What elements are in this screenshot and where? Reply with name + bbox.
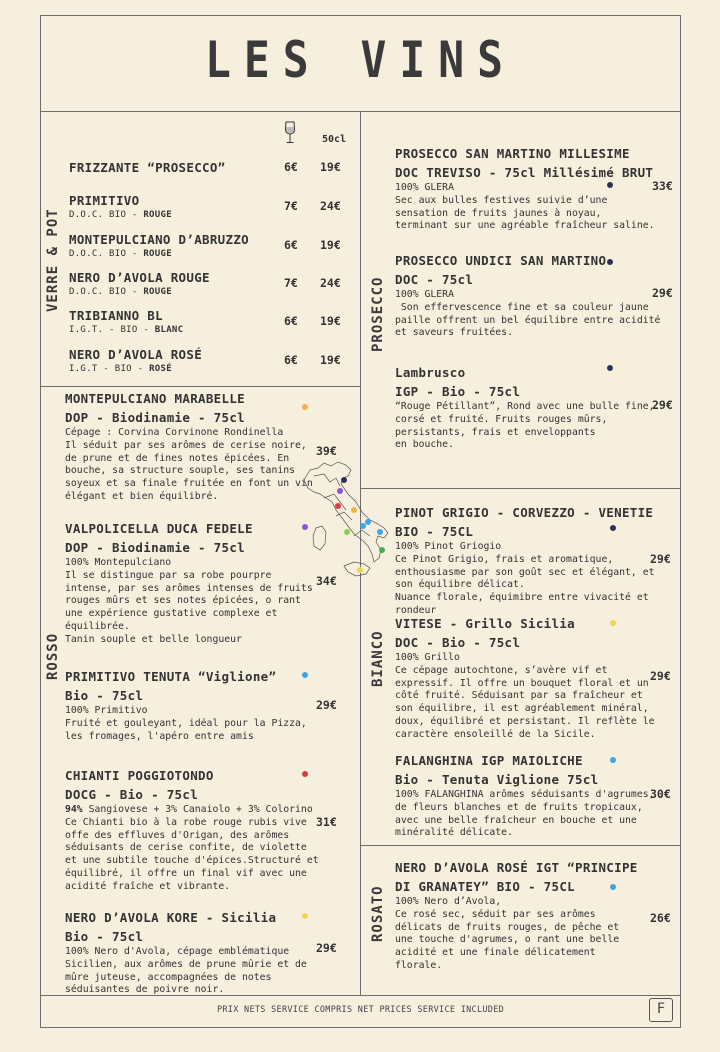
rosso-entry-desc-line: acidité fraîche et vibrante. (65, 880, 231, 892)
verre-item-glass-price: 7€ (284, 276, 298, 290)
rosso-entry-desc-line: Ce Chianti bio à la robe rouge rubis vive (65, 816, 307, 828)
verre-item-sub-a: D.O.C. BIO - (69, 249, 144, 259)
verre-item-pot-price: 24€ (320, 199, 341, 213)
prosecco-entry-region-dot (607, 365, 613, 371)
prosecco-entry-desc-line: paille offrent un bel équilibre entre acidité (395, 314, 661, 326)
section-label-rosso: ROSSO (45, 632, 61, 680)
italy-map-icon (296, 458, 406, 583)
rosso-entry (65, 910, 305, 997)
verre-item (69, 232, 349, 264)
footer-note: PRIX NETS SERVICE COMPRIS NET PRICES SERVICE INCLUDED (216, 1005, 505, 1015)
rosso-entry-subtitle: Bio - 75cl (65, 929, 144, 944)
rosso-entry-desc-line: mûre juteuse, accompagnées de notes (65, 971, 272, 983)
col-50cl-header: 50cl (322, 134, 347, 145)
rosso-entry-desc-line: 94% Sangiovese + 3% Canaiolo + 3% Colorino (65, 804, 313, 815)
rosso-entry-title: VALPOLICELLA DUCA FEDELE (65, 521, 253, 536)
rosato-entry-desc-line: délicats de fruits rouges, de pêche et (395, 921, 620, 933)
verre-item-sub-b: BLANC (154, 325, 184, 335)
prosecco-entry-region-dot (607, 259, 613, 265)
verre-item-pot-price: 19€ (320, 353, 341, 367)
section-label-rosato: ROSATO (370, 885, 386, 942)
bianco-entry (395, 616, 655, 742)
rosso-entry-desc-line: séduisantes de poivre noir. (65, 984, 225, 996)
prosecco-entry-desc-line: 100% GLERA (395, 182, 454, 193)
rosso-entry (65, 768, 319, 894)
prosecco-entry (395, 365, 655, 452)
rosso-entry-desc-line: de prune et de fines notes épicées. En (65, 452, 290, 464)
verre-item-sub (69, 325, 183, 335)
bianco-entry (395, 753, 655, 840)
bianco-entry-desc (395, 789, 655, 840)
bianco-entry (395, 505, 655, 618)
prosecco-entry-desc-line: terminant sur une agréable fraîcheur saline. (395, 220, 655, 232)
rosso-entry-desc-line: 100% Primitivo (65, 705, 148, 716)
rosso-entry (65, 669, 305, 743)
rosso-entry-title: MONTEPULCIANO MARABELLE (65, 391, 245, 406)
rosso-entry-desc-line: Fruité et gouleyant, idéal pour la Pizza, (65, 717, 307, 729)
bianco-entry-desc (395, 652, 655, 742)
verre-item-sub-a: D.O.C. BIO - (69, 210, 144, 220)
prosecco-entry-desc-line: en bouche. (395, 439, 454, 451)
rosato-entry-desc-line: acidité et une finale délicatement (395, 947, 596, 959)
page-title: LES VINS (204, 32, 517, 90)
rosso-entry-desc (65, 804, 319, 894)
verre-item (69, 193, 349, 225)
rosso-entry-desc (65, 557, 313, 647)
rosso-entry-desc-line: rouges mûrs et ses notes épicées, o rant (65, 595, 301, 607)
bianco-entry-subtitle: Bio - Tenuta Viglione 75cl (395, 772, 599, 787)
rosato-entry-price: 26€ (650, 911, 671, 925)
prosecco-entry-desc-line: persistants, frais et enveloppants (395, 426, 596, 438)
prosecco-entry-subtitle: IGP - Bio - 75cl (395, 384, 521, 399)
prosecco-bianco-divider (360, 488, 681, 489)
verre-item-glass-price: 6€ (284, 238, 298, 252)
bianco-rosato-divider (360, 845, 681, 846)
verre-item-sub (69, 249, 172, 259)
rosso-entry-desc-line: une expérience gustative complexe et (65, 608, 278, 620)
prosecco-entry-subtitle: DOC TREVISO - 75cl Millésimé BRUT (395, 165, 654, 180)
verre-item-sub-b: ROUGE (143, 249, 172, 259)
rosso-entry-desc-line: équilibrée. (65, 620, 130, 632)
bianco-entry-desc-line: 100% Pinot Griogio (395, 541, 502, 552)
verre-item-pot-price: 24€ (320, 276, 341, 290)
prosecco-entry-desc-line: Son effervescence fine et sa couleur jaune (395, 301, 649, 313)
prosecco-entry-subtitle: DOC - 75cl (395, 272, 474, 287)
rosso-entry-price: 29€ (316, 698, 337, 712)
rosso-entry-price: 34€ (316, 574, 337, 588)
rosso-entry-subtitle: Bio - 75cl (65, 688, 144, 703)
rosso-entry-desc-line: et une subtile touche d'épices.Structuré et (65, 855, 319, 867)
verre-item-name: PRIMITIVO (69, 193, 140, 208)
verre-item-name: FRIZZANTE “PROSECCO” (69, 160, 226, 175)
prosecco-entry-desc (395, 182, 655, 233)
bianco-entry-title: PINOT GRIGIO - CORVEZZO - VENETIE (395, 505, 654, 520)
verre-item-name: MONTEPULCIANO D’ABRUZZO (69, 232, 249, 247)
verre-item-name: NERO D’AVOLA ROUGE (69, 270, 210, 285)
verre-item-pot-price: 19€ (320, 238, 341, 252)
rosso-entry-subtitle: DOCG - Bio - 75cl (65, 787, 199, 802)
rosso-entry-desc-line: Sicilien, aux arômes de prune mûrie et de (65, 958, 307, 970)
verre-item (69, 347, 349, 379)
bianco-entry-desc-line: expressif. Il offre un bouquet floral et un (395, 677, 649, 689)
bianco-entry-desc-line: 100% FALANGHINA arômes séduisants d'agrumes, (395, 789, 655, 800)
prosecco-entry-desc-line: et saveurs fruitées. (395, 327, 513, 339)
rosso-entry (65, 521, 313, 647)
rosato-entry (395, 860, 650, 973)
rosso-entry-desc (65, 427, 313, 504)
desc-bold: 94% (65, 804, 83, 815)
bianco-entry-desc-line: Nuance florale, équimibre entre vivacité et (395, 592, 649, 604)
bianco-entry-price: 30€ (650, 787, 671, 801)
bianco-entry-desc-line: côté fruité. Séduisant par sa fraîcheur et (395, 690, 643, 702)
prosecco-entry-price: 29€ (652, 286, 673, 300)
rosato-entry-desc-line: 100% Nero d’Avola, (395, 896, 502, 907)
bianco-entry-desc-line: de fleurs blanches et de fruits tropicaux, (395, 801, 643, 813)
bianco-entry-desc (395, 541, 655, 618)
rosso-entry-desc-line: Il se distingue par sa robe pourpre (65, 569, 272, 581)
rosso-entry-subtitle: DOP - Biodinamie - 75cl (65, 540, 245, 555)
section-label-prosecco: PROSECCO (370, 276, 386, 352)
bianco-entry-desc-line: caractère ensoleillé de la Sicile. (395, 728, 596, 740)
verre-item (69, 160, 349, 192)
prosecco-entry (395, 253, 661, 340)
rosso-entry-title: PRIMITIVO TENUTA “Viglione” (65, 669, 277, 684)
prosecco-entry-title: PROSECCO SAN MARTINO MILLESIME (395, 146, 630, 161)
bianco-entry-desc-line: 100% Grillo (395, 652, 460, 663)
verre-item (69, 270, 349, 302)
bianco-entry-price: 29€ (650, 552, 671, 566)
bianco-entry-title: FALANGHINA IGP MAIOLICHE (395, 753, 583, 768)
section-label-verre: VERRE & POT (45, 208, 61, 312)
verre-item-pot-price: 19€ (320, 314, 341, 328)
prosecco-entry-region-dot (607, 182, 613, 188)
verre-item-sub-a: I.G.T - BIO - (69, 364, 150, 374)
rosso-entry-desc-line: bouche, sa structure souple, ses tanins (65, 465, 296, 477)
brand-logo (649, 998, 673, 1022)
rosso-entry-title: CHIANTI POGGIOTONDO (65, 768, 214, 783)
rosso-entry-desc-line: Il séduit par ses arômes de cerise noire, (65, 439, 307, 451)
rosso-entry-title: NERO D’AVOLA KORE - Sicilia (65, 910, 277, 925)
rosso-entry-price: 29€ (316, 941, 337, 955)
wine-glass-icon (283, 121, 297, 145)
rosso-entry-desc-line: équilibré, il offre un final vif avec une (65, 867, 307, 879)
bianco-entry-price: 29€ (650, 669, 671, 683)
bianco-entry-region-dot (610, 525, 616, 531)
bianco-entry-desc-line: son équilibre, il est agréablement minéral, (395, 703, 649, 715)
verre-item-sub-b: ROSÉ (149, 364, 172, 374)
verre-item-name: TRIBIANNO BL (69, 308, 163, 323)
verre-item-sub (69, 210, 172, 220)
prosecco-entry-price: 33€ (652, 179, 673, 193)
prosecco-entry-price: 29€ (652, 398, 673, 412)
prosecco-entry-desc-line: sensation de fruits jaunes à noyau, (395, 207, 602, 219)
rosso-entry-desc-line: 100% Nero d'Avola, cépage emblématique (65, 946, 290, 957)
rosso-entry-desc-line: les fromages, l'apéro entre amis (65, 730, 254, 742)
bianco-entry-title: VITESE - Grillo Sicilia (395, 616, 575, 631)
bianco-entry-subtitle: DOC - Bio - 75cl (395, 635, 521, 650)
bianco-entry-subtitle: BIO - 75CL (395, 524, 474, 539)
prosecco-entry-desc-line: Sec aux bulles festives suivie d’une (395, 194, 608, 206)
rosso-entry-desc (65, 705, 305, 743)
verre-item-glass-price: 7€ (284, 199, 298, 213)
verre-item-sub-a: I.G.T. - BIO - (69, 325, 155, 335)
verre-item-glass-price: 6€ (284, 314, 298, 328)
rosato-entry-desc-line: une touche d'agrumes, o rant une belle (395, 934, 620, 946)
bianco-entry-desc-line: doux, équilibré et persistant. Il reflète le (395, 715, 655, 727)
bianco-entry-desc-line: enthousiasme par son goût sec et élégant, et (395, 566, 655, 578)
verre-item-glass-price: 6€ (284, 353, 298, 367)
rosso-entry-region-dot (302, 771, 308, 777)
rosso-entry-desc-line: séduisants de cerise confite, de violette (65, 842, 307, 854)
rosato-entry-desc (395, 896, 650, 973)
bianco-entry-desc-line: minéralité délicate. (395, 827, 513, 839)
prosecco-entry-desc-line: corsé et fruité. Fruits rouges mûrs, (395, 413, 608, 425)
rosso-entry-desc-line: Tanin souple et belle longueur (65, 633, 242, 645)
verre-item-pot-price: 19€ (320, 160, 341, 174)
rosato-entry-region-dot (610, 884, 616, 890)
prosecco-entry-desc-line: “Rouge Pétillant”, Rond avec une bulle fine, (395, 401, 655, 412)
bianco-entry-region-dot (610, 620, 616, 626)
rosso-entry-desc-line: offe des effluves d'Origan, des arômes (65, 829, 290, 841)
rosato-entry-subtitle: DI GRANATEY” BIO - 75CL (395, 879, 575, 894)
rosso-entry-price: 31€ (316, 815, 337, 829)
prosecco-entry-desc (395, 401, 655, 452)
bianco-entry-region-dot (610, 757, 616, 763)
verre-rosso-divider (40, 386, 360, 387)
rosso-entry-region-dot (302, 913, 308, 919)
rosso-entry-desc-line: Cépage : Corvina Corvinone Rondinella (65, 427, 284, 438)
rosso-entry-desc (65, 946, 305, 997)
logo-letter: F (656, 1001, 666, 1017)
bianco-entry-desc-line: rondeur (395, 604, 437, 616)
rosso-entry-desc-line: 100% Montepulciano (65, 557, 172, 568)
verre-item-glass-price: 6€ (284, 160, 298, 174)
rosato-entry-desc-line: florale. (395, 959, 443, 971)
prosecco-entry-title: PROSECCO UNDICI SAN MARTINO (395, 253, 607, 268)
bianco-entry-desc-line: avec une belle fraîcheur en bouche et une (395, 814, 637, 826)
rosso-entry-region-dot (302, 404, 308, 410)
rosato-entry-title: NERO D’AVOLA ROSÉ IGT “PRINCIPE (395, 860, 638, 875)
prosecco-entry-title: Lambrusco (395, 365, 466, 380)
rosso-entry-desc-line: élégant et bien équilibré. (65, 490, 219, 502)
rosso-entry-desc-line: soyeux et sa finale fruitée en font un vin (65, 478, 313, 490)
prosecco-entry (395, 146, 655, 233)
verre-item-sub-b: ROUGE (143, 287, 172, 297)
bianco-entry-desc-line: Ce cépage autochtone, s’avère vif et (395, 664, 608, 676)
prosecco-entry-desc (395, 289, 661, 340)
prosecco-entry-desc-line: 100% GLERA (395, 289, 454, 300)
rosso-entry-region-dot (302, 672, 308, 678)
verre-item-name: NERO D’AVOLA ROSÉ (69, 347, 203, 362)
rosso-entry-subtitle: DOP - Biodinamie - 75cl (65, 410, 245, 425)
verre-item (69, 308, 349, 340)
verre-item-sub-b: ROUGE (143, 210, 172, 220)
rosso-entry-desc-line: intense, par ses arômes intenses de fruits (65, 582, 313, 594)
bianco-entry-desc-line: son équilibre délicat. (395, 579, 525, 591)
verre-item-sub (69, 364, 172, 374)
rosso-entry-price: 39€ (316, 444, 337, 458)
verre-item-sub-a: D.O.C. BIO - (69, 287, 144, 297)
rosso-entry (65, 391, 313, 504)
verre-item-sub (69, 287, 172, 297)
rosato-entry-desc-line: Ce rosé sec, séduit par ses arômes (395, 908, 596, 920)
section-label-bianco: BIANCO (370, 630, 386, 687)
bianco-entry-desc-line: Ce Pinot Grigio, frais et aromatique, (395, 553, 614, 565)
